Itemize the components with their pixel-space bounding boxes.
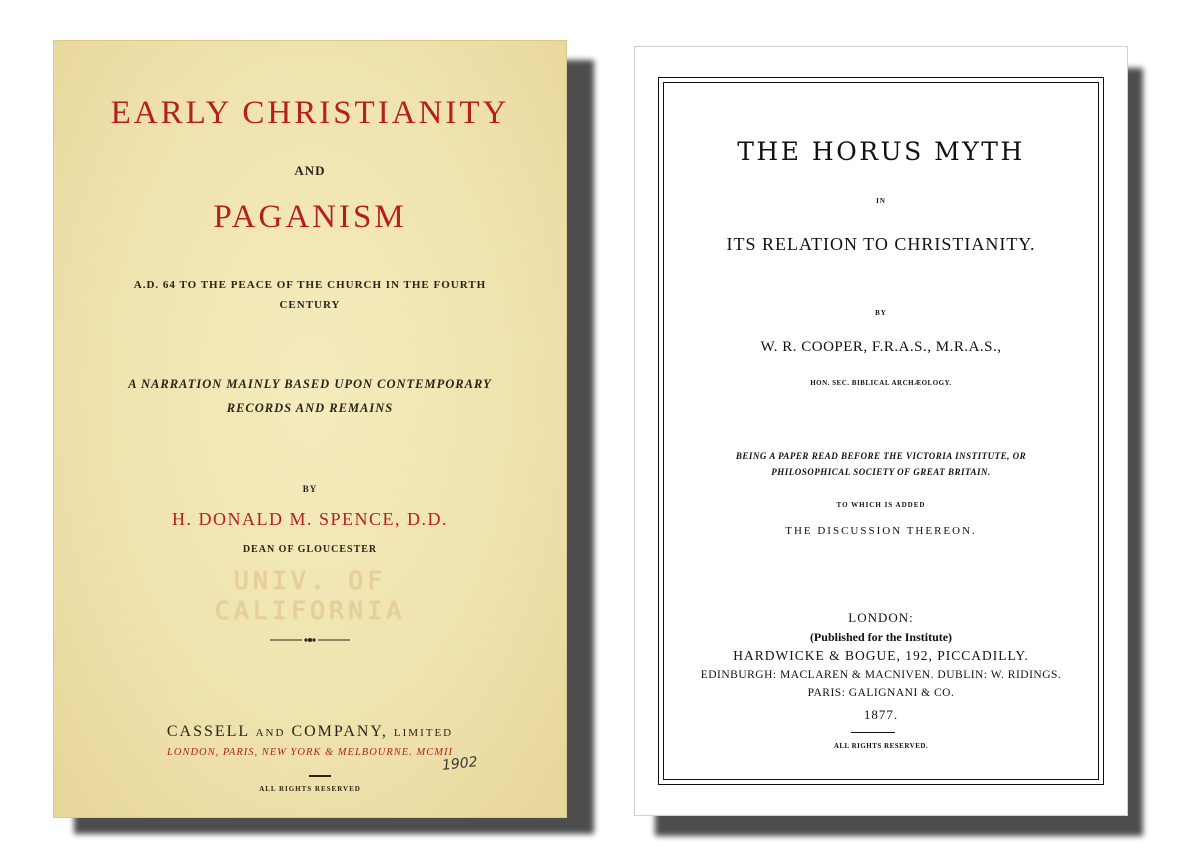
publisher-cassell: CASSELL xyxy=(166,723,250,740)
right-author-title: HON. SEC. BIBLICAL ARCHÆOLOGY. xyxy=(810,379,952,387)
left-rights: ALL RIGHTS RESERVED xyxy=(259,785,361,793)
left-and: AND xyxy=(294,163,326,178)
library-stamp-line1: UNIV. OF xyxy=(233,566,387,595)
handwritten-year: 1902 xyxy=(441,754,479,774)
left-cities: LONDON, PARIS, NEW YORK & MELBOURNE. MCMII xyxy=(167,747,453,758)
right-in: IN xyxy=(876,197,886,205)
left-title-line1: EARLY CHRISTIANITY xyxy=(110,95,510,131)
right-being-line2: PHILOSOPHICAL SOCIETY OF GREAT BRITAIN. xyxy=(771,467,991,477)
right-rights: ALL RIGHTS RESERVED. xyxy=(833,742,929,750)
right-discussion: THE DISCUSSION THEREON. xyxy=(785,525,977,537)
left-narration-line2: RECORDS AND REMAINS xyxy=(226,401,394,415)
publisher-company: COMPANY, xyxy=(291,723,388,740)
left-publisher xyxy=(54,723,566,741)
right-paris: PARIS: GALIGNANI & CO. xyxy=(807,687,955,699)
left-author: H. DONALD M. SPENCE, D.D. xyxy=(171,509,448,529)
right-rule xyxy=(851,732,895,733)
left-narration-line1: A NARRATION MAINLY BASED UPON CONTEMPORARY xyxy=(128,377,492,391)
left-author-title: DEAN OF GLOUCESTER xyxy=(242,544,378,555)
right-relation: ITS RELATION TO CHRISTIANITY. xyxy=(726,234,1036,254)
left-title-line2: PAGANISM xyxy=(213,199,407,235)
right-author: W. R. COOPER, F.R.A.S., M.R.A.S., xyxy=(760,339,1002,355)
publisher-and: AND xyxy=(255,727,286,739)
right-title: THE HORUS MYTH xyxy=(737,137,1025,166)
right-edinburgh: EDINBURGH: MACLAREN & MACNIVEN. DUBLIN: W. RIDINGS. xyxy=(700,669,1062,681)
right-hardwicke: HARDWICKE & BOGUE, 192, PICCADILLY. xyxy=(733,648,1029,663)
ornament-divider-icon xyxy=(54,631,566,649)
publisher-limited: LIMITED xyxy=(393,727,454,739)
left-by: BY xyxy=(302,484,318,494)
right-title-page xyxy=(634,46,1128,816)
left-subtitle-line2: CENTURY xyxy=(279,299,341,311)
right-by: BY xyxy=(875,309,887,317)
right-published-for: (Published for the Institute) xyxy=(809,630,953,644)
library-stamp-line2: CALIFORNIA xyxy=(214,596,406,625)
right-london: LONDON: xyxy=(848,610,914,625)
right-year: 1877. xyxy=(863,707,899,722)
left-subtitle-line1: A.D. 64 TO THE PEACE OF THE CHURCH IN THE FOURTH xyxy=(133,279,487,291)
left-title-page xyxy=(53,40,567,818)
right-to-which: TO WHICH IS ADDED xyxy=(836,501,926,509)
right-being-line1: BEING A PAPER READ BEFORE THE VICTORIA INSTITUTE, OR xyxy=(735,451,1027,461)
left-rule xyxy=(309,775,331,777)
